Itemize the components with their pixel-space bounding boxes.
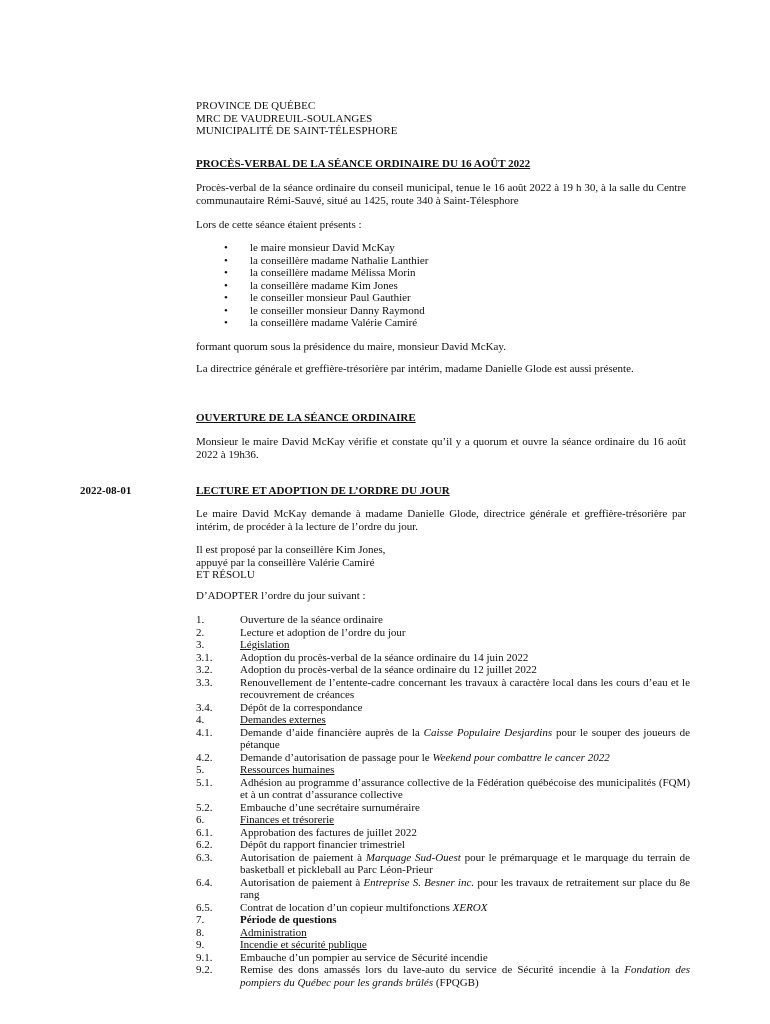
agenda-item-number: 6.4. [196,876,213,889]
agenda-item-text: Approbation des factures de juillet 2022 [240,826,417,839]
agenda-item-number: 5. [196,764,205,776]
agenda-item-text: Adoption du procès-verbal de la séance ordinaire du 14 juin 2022 [240,651,529,664]
agenda-item-number: 3.4. [196,701,213,714]
resolution-text: Le maire David McKay demande à madame Danielle Glode, directrice générale et greffière-trésorière par intérim, de procéder à la lecture de l’ordre du jour. [196,508,686,533]
seconded-by: appuyé par la conseillère Valérie Camiré [196,556,375,569]
agenda-item [196,677,690,702]
agenda-item-number: 3.3. [196,676,213,689]
agenda-item [196,877,690,902]
agenda-item-number: 6.2. [196,839,213,851]
agenda-item [196,827,690,840]
agenda-item [196,839,690,852]
agenda-item-number: 8. [196,926,205,939]
agenda-item [196,902,690,915]
header-province: PROVINCE DE QUÉBEC [196,100,316,112]
agenda-item-number: 2. [196,626,205,639]
agenda-item-text: Embauche d’une secrétaire surnuméraire [240,801,420,814]
agenda-item-text: Adoption du procès-verbal de la séance ordinaire du 12 juillet 2022 [240,664,537,676]
resolution-number: 2022-08-01 [80,485,132,497]
agenda-item-text: Embauche d’un pompier au service de Sécurité incendie [240,951,488,964]
present-member: • le conseiller monsieur Paul Gauthier [196,292,686,305]
agenda-item [196,714,690,727]
agenda-item-number: 4.1. [196,726,213,739]
agenda-item [196,727,690,752]
agenda-item-text: Contrat de location d’un copieur multifonctions XEROX [240,901,488,914]
agenda-item-number: 9.1. [196,951,213,964]
document-title: PROCÈS-VERBAL DE LA SÉANCE ORDINAIRE DU 16 AOÛT 2022 [196,158,531,170]
agenda-item-number: 4. [196,714,205,726]
agenda-item-text: Autorisation de paiement à Marquage Sud-Ouest pour le prémarquage et le marquage du terrain de basketball et pickleball au Parc Léon-Prieur [240,851,690,876]
agenda-item-number: 5.1. [196,776,213,789]
agenda-item-number: 4.2. [196,751,213,764]
agenda-item-number: 9.2. [196,964,213,976]
agenda-item-number: 5.2. [196,801,213,814]
agenda-item [196,639,690,652]
present-member: • la conseillère madame Nathalie Lanthier [196,255,686,268]
header-municipality: MUNICIPALITÉ DE SAINT-TÉLESPHORE [196,125,398,137]
agenda-item-text: Remise des dons amassés lors du lave-auto du service de Sécurité incendie à la Fondation des pompiers du Québec pour les grands brûlés (FPQGB) [240,964,691,989]
agenda-item [196,914,690,927]
proposed-by: Il est proposé par la conseillère Kim Jones, [196,544,386,556]
agenda-item-text: Ouverture de la séance ordinaire [240,614,383,626]
agenda-item-text: Finances et trésorerie [240,814,335,826]
agenda-item [196,777,690,802]
agenda-item [196,927,690,940]
agenda-item-text: Demande d’aide financière auprès de la Caisse Populaire Desjardins pour le souper des joueurs de pétanque [240,726,690,751]
agenda-item-text: Autorisation de paiement à Entreprise S. Besner inc. pour les travaux de retraitement sur place du 8e rang [240,876,690,901]
agenda-item [196,852,690,877]
agenda-item [196,664,690,677]
agenda-item [196,652,690,665]
agenda-item-text: Période de questions [240,914,337,926]
agenda-item-number: 1. [196,614,205,626]
agenda-item [196,614,690,627]
agenda-item-number: 9. [196,939,205,951]
present-member: • le conseiller monsieur Danny Raymond [196,305,686,318]
resolved: ET RÉSOLU [196,569,255,581]
agenda-item-number: 6.5. [196,901,213,914]
agenda-item [196,764,690,777]
agenda-item [196,814,690,827]
intro-paragraph: Procès-verbal de la séance ordinaire du conseil municipal, tenue le 16 août 2022 à 19 h 30, à la salle du Centre communautaire Rémi-Sauvé, situé au 1425, route 340 à Saint-Télesphore [196,182,686,207]
agenda-item [196,627,690,640]
header-mrc: MRC DE VAUDREUIL-SOULANGES [196,112,373,125]
agenda-item-text: Dépôt de la correspondance [240,701,363,714]
agenda-item-number: 3.1. [196,651,213,664]
agenda-item-text: Incendie et sécurité publique [240,939,367,951]
resolution-title: LECTURE ET ADOPTION DE L’ORDRE DU JOUR [196,485,450,497]
agenda-item-number: 6.1. [196,826,213,839]
agenda-item-text: Dépôt du rapport financier trimestriel [240,839,405,851]
agenda-item-text: Législation [240,639,290,651]
opening-title: OUVERTURE DE LA SÉANCE ORDINAIRE [196,412,416,424]
agenda-item-text: Renouvellement de l’entente-cadre concernant les travaux à caractère local dans les cours d’eau et le recouvrement de créances [240,676,690,701]
agenda-item-number: 3. [196,639,205,651]
present-label: Lors de cette séance étaient présents : [196,219,362,231]
present-member: • la conseillère madame Mélissa Morin [196,267,686,280]
resolution-motion [196,544,686,582]
agenda-item [196,952,690,965]
adopt-text: D’ADOPTER l’ordre du jour suivant : [196,590,366,602]
agenda-item-text: Adhésion au programme d’assurance collective de la Fédération québécoise des municipalités (FQM) et à un contrat d’assurance collective [240,776,690,801]
agenda-item-number: 6. [196,814,205,826]
present-list [196,242,686,330]
quorum-text: formant quorum sous la présidence du maire, monsieur David McKay. [196,341,506,353]
agenda-item-number: 6.3. [196,851,213,864]
agenda-item-number: 7. [196,914,205,926]
director-text: La directrice générale et greffière-trésorière par intérim, madame Danielle Glode est aussi présente. [196,363,634,375]
agenda-item [196,702,690,715]
present-member: • le maire monsieur David McKay [196,242,686,255]
agenda-list [196,614,690,989]
agenda-item [196,939,690,952]
agenda-item-text: Administration [240,926,307,939]
agenda-item [196,964,690,989]
municipality-header [196,100,686,138]
agenda-item-text: Demande d’autorisation de passage pour le Weekend pour combattre le cancer 2022 [240,751,610,764]
agenda-item [196,752,690,765]
agenda-item-text: Ressources humaines [240,764,335,776]
agenda-item [196,802,690,815]
agenda-item-text: Demandes externes [240,714,326,726]
opening-text: Monsieur le maire David McKay vérifie et constate qu’il y a quorum et ouvre la séance ordinaire du 16 août 2022 à 19h36. [196,436,686,461]
present-member: • la conseillère madame Valérie Camiré [196,317,686,330]
present-member: • la conseillère madame Kim Jones [196,280,686,293]
agenda-item-text: Lecture et adoption de l’ordre du jour [240,626,406,639]
agenda-item-number: 3.2. [196,664,213,676]
